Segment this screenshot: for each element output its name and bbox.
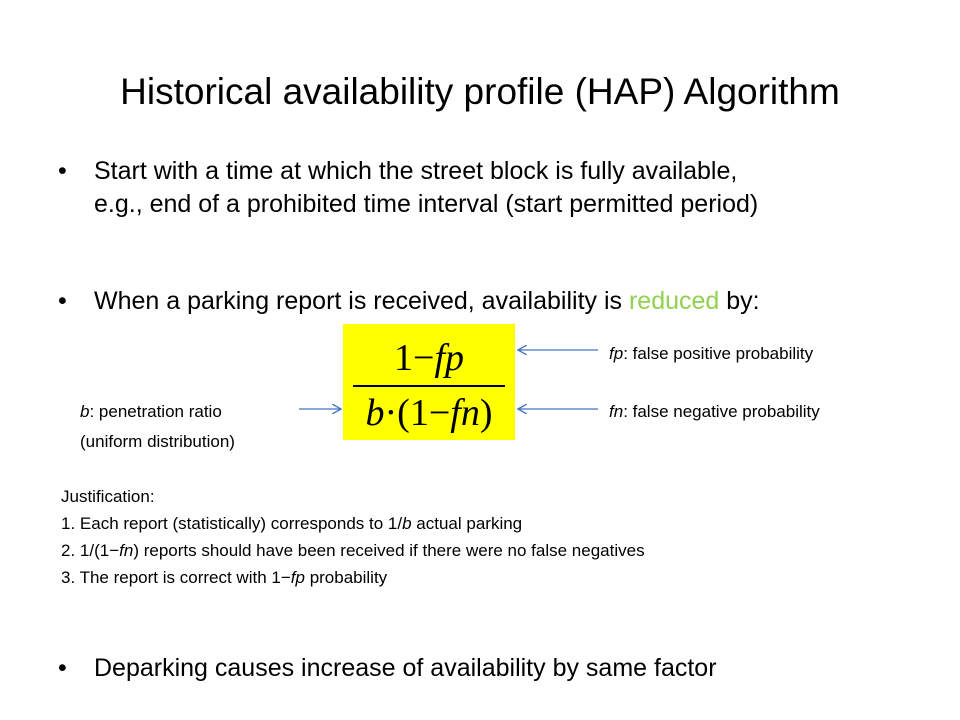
bullet-dot: • xyxy=(58,654,67,682)
label-fn-text: : false negative probability xyxy=(623,402,820,421)
bullet-dot: • xyxy=(58,157,67,185)
bullet-text: Deparking causes increase of availability by same factor xyxy=(94,654,717,682)
j3-post: probability xyxy=(304,568,388,587)
highlight-reduced: reduced xyxy=(628,287,720,315)
numerator-one: 1 xyxy=(394,337,413,379)
denominator-dot: · xyxy=(384,392,398,434)
bullet-dot: • xyxy=(58,287,67,315)
denominator-fn: fn xyxy=(450,392,480,434)
j2-pre: 2. 1/(1 xyxy=(61,541,110,560)
numerator-fp: fp xyxy=(434,337,464,379)
slide-title: Historical availability profile (HAP) Algorithm xyxy=(120,71,840,112)
j3-minus: − xyxy=(280,568,291,587)
justification-heading: Justification: xyxy=(61,487,155,506)
denominator-paren-open: (1 xyxy=(397,392,429,434)
j1-pre: 1. Each report (statistically) corresponds to 1/ xyxy=(61,514,403,533)
justification-block xyxy=(61,483,645,591)
label-fp xyxy=(609,342,813,366)
j1-var: b xyxy=(402,514,412,533)
numerator-minus: − xyxy=(413,337,435,379)
justification-line-2 xyxy=(61,537,645,564)
justification-line-1 xyxy=(61,510,645,537)
j2-var: fn xyxy=(119,541,134,560)
bullet-text-line2: e.g., end of a prohibited time interval (start permitted period) xyxy=(94,190,759,218)
label-b-text: : penetration ratio xyxy=(89,402,222,421)
label-fn-var: fn xyxy=(609,402,624,421)
bullet-text-pre: When a parking report is received, availability is xyxy=(94,287,629,315)
label-b-var: b xyxy=(80,402,90,421)
label-b xyxy=(80,400,222,424)
label-b-distribution: (uniform distribution) xyxy=(80,432,235,451)
j3-pre: 3. The report is correct with 1 xyxy=(61,568,281,587)
denominator-minus: − xyxy=(428,392,451,434)
denominator-b: b xyxy=(365,392,385,434)
denominator-paren-close: ) xyxy=(479,392,493,434)
label-fp-text: : false positive probability xyxy=(623,344,814,363)
j2-post: ) reports should have been received if there were no false negatives xyxy=(133,541,645,560)
justification-line-3 xyxy=(61,564,645,591)
label-fp-var: fp xyxy=(609,344,624,363)
j1-post: actual parking xyxy=(411,514,523,533)
bullet-text-post: by: xyxy=(719,287,760,315)
label-fn xyxy=(609,400,820,424)
bullet-text-line1: Start with a time at which the street block is fully available, xyxy=(94,157,738,185)
j3-var: fp xyxy=(290,568,305,587)
j2-minus: − xyxy=(109,541,120,560)
